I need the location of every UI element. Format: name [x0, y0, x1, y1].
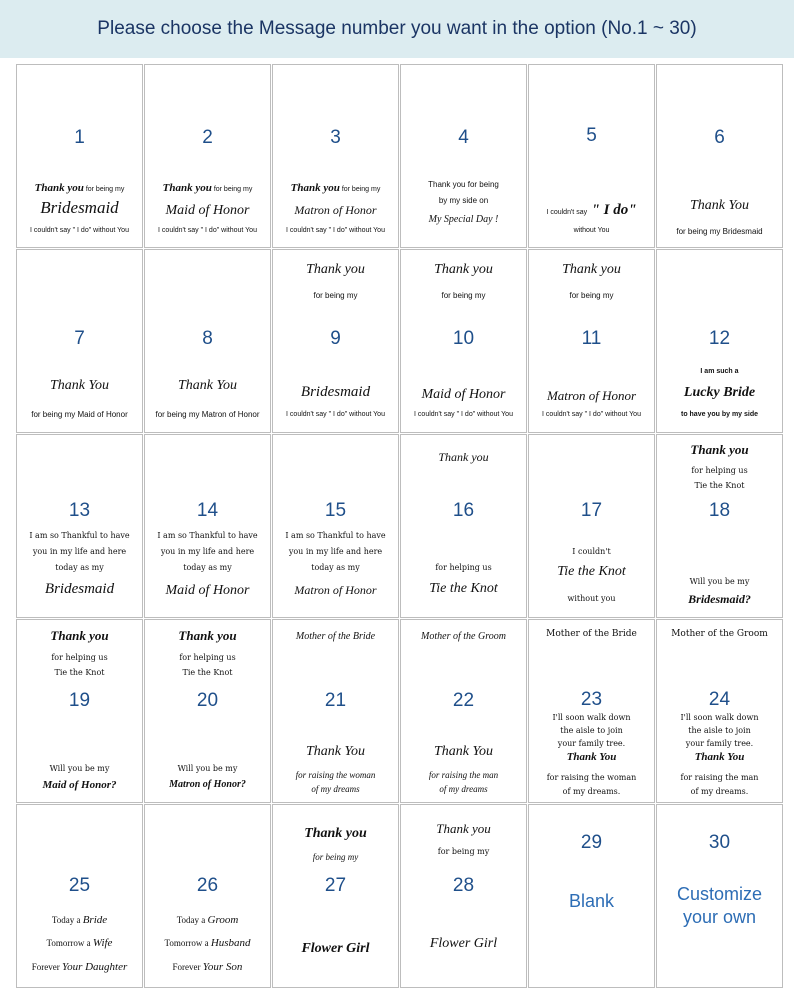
card-line: Matron of Honor — [294, 583, 377, 597]
message-card-8 — [144, 249, 271, 433]
card-line: Thank you — [562, 262, 621, 277]
card-line: Blank — [568, 891, 615, 911]
card-line: Matron of Honor? — [169, 779, 246, 790]
card-line: Flower Girl — [429, 936, 498, 951]
card-number: 10 — [452, 328, 475, 349]
card-line: I am so Thankful to have — [157, 531, 258, 540]
card-line: of my dreams. — [690, 787, 749, 796]
card-line: I couldn't say " I do" without You — [286, 411, 385, 418]
card-line: Thank you for being my — [290, 182, 381, 194]
card-line: for helping us — [51, 653, 108, 662]
message-card-10 — [400, 249, 527, 433]
card-line: Bridesmaid — [40, 198, 119, 217]
card-line: Thank You — [177, 378, 237, 393]
card-line: Thank you — [50, 628, 109, 643]
card-line: Mother of the Groom — [421, 631, 506, 642]
card-line: I couldn't say " I do" without You — [414, 411, 513, 418]
card-number: 11 — [581, 328, 602, 349]
card-line: Tie the Knot — [182, 668, 233, 677]
card-line: for being my — [313, 291, 358, 300]
message-card-9 — [272, 249, 399, 433]
card-line: of my dreams — [311, 784, 360, 794]
card-number: 18 — [708, 500, 731, 521]
card-line: Today a Groom — [176, 914, 239, 926]
card-line: your family tree. — [557, 739, 626, 748]
card-number: 9 — [330, 328, 341, 349]
card-line: for helping us — [435, 563, 492, 572]
card-line: Thank You — [566, 751, 617, 763]
message-card-14 — [144, 434, 271, 618]
message-card-3 — [272, 64, 399, 248]
card-line: of my dreams. — [562, 787, 621, 796]
card-line: Tie the Knot — [54, 668, 105, 677]
message-card-2 — [144, 64, 271, 248]
card-line: by my side on — [438, 196, 489, 205]
message-card-1 — [16, 64, 143, 248]
card-line: Thank you — [438, 450, 489, 464]
card-line: I couldn't say " I do" without You — [30, 227, 129, 234]
card-line: your own — [682, 907, 757, 927]
message-card-4 — [400, 64, 527, 248]
card-line: for raising the man — [680, 773, 759, 782]
card-line: Thank you for being — [428, 180, 499, 189]
card-line: I couldn't say " I do" without You — [158, 227, 257, 234]
card-line: My Special Day ! — [428, 214, 499, 225]
card-line: for raising the man — [428, 770, 499, 780]
card-line: Thank You — [689, 198, 749, 213]
message-card-23 — [528, 619, 655, 803]
card-line: without you — [567, 594, 616, 603]
card-number: 3 — [330, 127, 341, 148]
card-line: Thank you — [306, 262, 365, 277]
card-number: 4 — [458, 127, 469, 148]
card-line: for being my Bridesmaid — [676, 227, 763, 236]
page-header — [0, 0, 794, 58]
card-line: the aisle to join — [688, 726, 751, 735]
card-line: without You — [573, 227, 610, 234]
card-number: 1 — [74, 127, 85, 148]
card-line: Mother of the Groom — [671, 629, 768, 639]
card-line: Thank you — [178, 628, 237, 643]
card-line: Thank you for being my — [34, 182, 125, 194]
message-card-13 — [16, 434, 143, 618]
card-line: Forever Your Daughter — [31, 961, 128, 973]
message-card-19 — [16, 619, 143, 803]
card-line: Thank you — [690, 442, 749, 457]
card-line: Thank you — [436, 821, 491, 836]
card-line: you in my life and here — [32, 547, 127, 556]
card-line: today as my — [55, 563, 104, 572]
card-number: 17 — [580, 500, 603, 521]
message-card-5 — [528, 64, 655, 248]
card-line: for being my — [437, 847, 490, 856]
card-line: Bridesmaid — [44, 581, 115, 597]
card-number: 23 — [580, 689, 603, 710]
card-line: for raising the woman — [295, 770, 376, 780]
card-line: Tomorrow a Wife — [46, 937, 113, 949]
card-line: I am so Thankful to have — [29, 531, 130, 540]
card-line: Thank you for being my — [162, 182, 253, 194]
card-line: Bridesmaid — [300, 384, 371, 400]
card-line: Mother of the Bride — [546, 629, 637, 639]
card-number: 5 — [586, 125, 597, 146]
card-line: your family tree. — [685, 739, 754, 748]
message-card-25 — [16, 804, 143, 988]
card-line: to have you by my side — [680, 411, 759, 418]
card-line: you in my life and here — [160, 547, 255, 556]
card-line: for being my Maid of Honor — [31, 410, 128, 419]
card-line: Matron of Honor — [294, 203, 377, 217]
card-number: 2 — [202, 127, 213, 148]
message-card-22 — [400, 619, 527, 803]
message-card-29 — [528, 804, 655, 988]
card-number: 28 — [452, 875, 475, 896]
message-card-24 — [656, 619, 783, 803]
message-card-17 — [528, 434, 655, 618]
message-card-20 — [144, 619, 271, 803]
card-number: 24 — [708, 689, 731, 710]
card-line: I couldn't — [572, 547, 611, 556]
message-card-11 — [528, 249, 655, 433]
card-line: Maid of Honor? — [42, 779, 117, 791]
card-line: Bridesmaid? — [688, 592, 751, 606]
card-number: 6 — [714, 127, 725, 148]
card-line: you in my life and here — [288, 547, 383, 556]
message-card-28 — [400, 804, 527, 988]
message-card-27 — [272, 804, 399, 988]
card-line: I couldn't say " I do" — [546, 202, 637, 218]
card-line: Customize — [676, 884, 763, 904]
card-line: I couldn't say " I do" without You — [542, 411, 641, 418]
card-line: Maid of Honor — [165, 203, 250, 218]
message-card-26 — [144, 804, 271, 988]
message-card-18 — [656, 434, 783, 618]
card-number: 20 — [196, 690, 219, 711]
card-line: Thank you — [434, 262, 493, 277]
card-number: 14 — [196, 500, 219, 521]
card-line: today as my — [311, 563, 360, 572]
card-line: Will you be my — [49, 764, 110, 773]
message-card-15 — [272, 434, 399, 618]
card-number: 22 — [452, 690, 475, 711]
card-line: Maid of Honor — [421, 387, 506, 402]
card-line: I am such a — [700, 368, 739, 375]
card-number: 30 — [708, 832, 731, 853]
message-card-12 — [656, 249, 783, 433]
card-number: 29 — [580, 832, 603, 853]
card-number: 27 — [324, 875, 347, 896]
card-number: 25 — [68, 875, 91, 896]
card-line: for raising the woman — [546, 773, 637, 782]
card-line: I'll soon walk down — [680, 713, 759, 722]
card-line: Matron of Honor — [546, 388, 637, 403]
card-line: Thank You — [694, 751, 745, 763]
card-line: Mother of the Bride — [295, 631, 376, 642]
card-line: Lucky Bride — [683, 385, 756, 400]
message-card-16 — [400, 434, 527, 618]
card-number: 12 — [708, 328, 731, 349]
card-line: Thank You — [49, 378, 109, 393]
card-line: Forever Your Son — [172, 961, 243, 973]
card-line: of my dreams — [439, 784, 488, 794]
card-line: for helping us — [691, 466, 748, 475]
message-card-21 — [272, 619, 399, 803]
card-number: 7 — [74, 328, 85, 349]
card-line: Thank You — [433, 744, 493, 759]
card-line: for helping us — [179, 653, 236, 662]
card-line: Tie the Knot — [694, 481, 745, 490]
card-line: Tie the Knot — [557, 564, 626, 579]
header-title: Please choose the Message number you want in the option (No.1 ~ 30) — [97, 18, 697, 39]
card-line: for being my — [312, 852, 359, 862]
card-line: Thank you — [304, 826, 367, 841]
card-line: I am so Thankful to have — [285, 531, 386, 540]
card-line: Will you be my — [177, 764, 238, 773]
card-line: for being my — [569, 291, 614, 300]
card-line: Tie the Knot — [429, 581, 498, 596]
card-line: Flower Girl — [301, 941, 370, 956]
card-line: for being my Matron of Honor — [155, 410, 260, 419]
card-number: 16 — [452, 500, 475, 521]
message-grid — [16, 64, 780, 989]
message-card-30 — [656, 804, 783, 988]
message-card-7 — [16, 249, 143, 433]
card-number: 8 — [202, 328, 213, 349]
card-line: today as my — [183, 563, 232, 572]
card-line: Will you be my — [689, 577, 750, 586]
card-line: the aisle to join — [560, 726, 623, 735]
card-line: Maid of Honor — [165, 583, 250, 598]
card-number: 19 — [68, 690, 91, 711]
card-line: I couldn't say " I do" without You — [286, 227, 385, 234]
card-line: Today a Bride — [51, 914, 108, 926]
card-line: Tomorrow a Husband — [164, 937, 251, 949]
card-line: for being my — [441, 291, 486, 300]
card-line: Thank You — [305, 744, 365, 759]
card-number: 15 — [324, 500, 347, 521]
card-number: 26 — [196, 875, 219, 896]
card-line: I'll soon walk down — [552, 713, 631, 722]
message-card-6 — [656, 64, 783, 248]
card-number: 21 — [324, 690, 347, 711]
card-number: 13 — [68, 500, 91, 521]
